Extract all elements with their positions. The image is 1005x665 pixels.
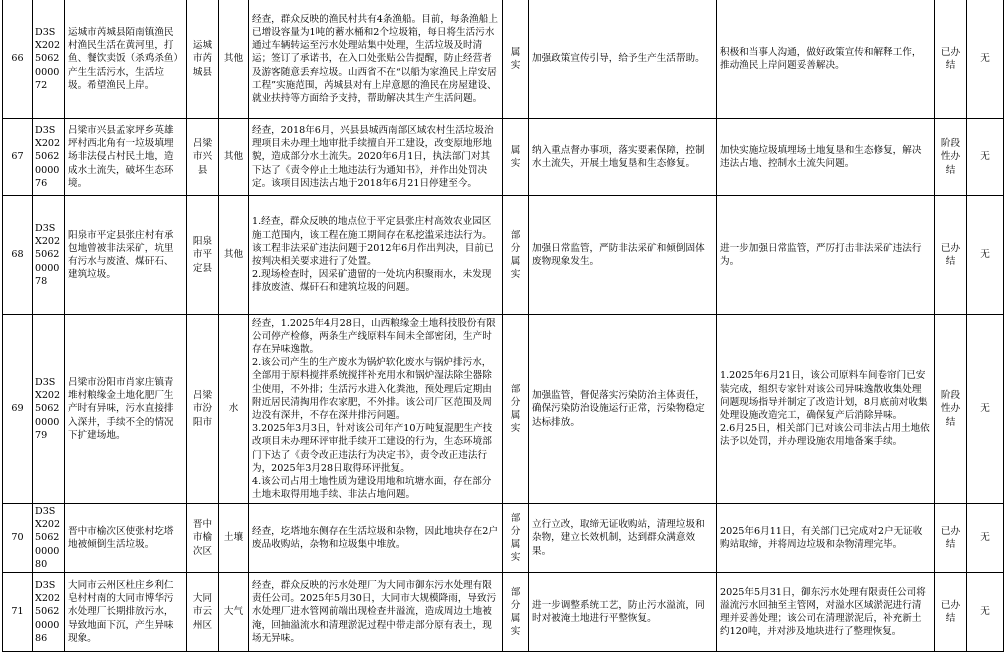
row-number: 66 [3,0,33,119]
rectification-progress: 2025年6月11日，有关部门已完成对2户无证收购站取缔，并将周边垃圾和杂物清理完毕。 [717,504,935,573]
rectification-progress: 加快实施垃圾填埋场土地复垦和生态修复，解决违法占地、控制水土流失问题。 [717,119,935,196]
complaint-content: 吕梁市汾阳市肖家庄镇青堆村粮缘金土地化肥厂生产时有异味，污水直接排入深井，手续不全的情况下扩建场地。 [65,315,187,504]
verification-result: 部分属实 [503,196,529,315]
investigation-finding: 经查，2018年6月，兴县县城西南部区域农村生活垃圾治理项目未办理土地审批手续擅自开工建设，改变原地形地貌，造成部分水土流失。2020年6月1日，执法部门对其下达了《责令停止土地违法行为通知书》，并作出处罚决定。该项目因违法占地于2018年6月21日停建至今。 [249,119,503,196]
complaint-content: 晋中市榆次区使张村圪塔地被倾倒生活垃圾。 [65,504,187,573]
verification-result: 部分属实 [503,573,529,652]
table-row [3,315,1004,504]
investigation-finding: 经查，1.2025年4月28日，山西粮缘金土地科技股份有限公司停产检修，两条生产线原料车间未全部密闭，生产时存在异味逸散。 2.该公司产生的生产废水为锅炉软化废水与锅炉排污水，全部用于原料搅拌系统搅拌补充用水和锅炉湿法除尘器除尘使用，不外排；生活污水进入化粪池，预处理后定期由附近居民清掏用作农家肥，不外排。该公司厂区范围及周边没有深井，不存在深井排污问题。 3.2025年3月3日，针对该公司年产10万吨复混肥生产技改项目未办理环评审批手续开工建设的行为，生态环境部门下达了《责令改正违法行为决定书》，责令改正违法行为，2025年3月28日取得环评批复。 4.该公司占用土地性质为建设用地和坑塘水面，存在部分土地未取得用地手续、非法占地问题。 [249,315,503,504]
row-number: 67 [3,119,33,196]
completion-status: 已办结 [935,196,967,315]
complaint-content: 大同市云州区杜庄乡利仁皂村村南的大同市博华污水处理厂长期排放污水，导致地面下沉，产生异味现象。 [65,573,187,652]
table-row [3,196,1004,315]
handling-measures: 加强日常监管，严防非法采矿和倾倒固体废物现象发生。 [529,196,717,315]
admin-area: 吕梁市汾阳市 [187,315,219,504]
handling-measures: 加强监管，督促落实污染防治主体责任，确保污染防治设施运行正常，污染物稳定达标排放。 [529,315,717,504]
pollution-type: 水 [219,315,249,504]
accountability: 无 [967,0,1004,119]
completion-status: 已办结 [935,504,967,573]
table-row [3,119,1004,196]
accountability: 无 [967,196,1004,315]
handling-measures: 进一步调整系统工艺，防止污水溢流，同时对被淹土地进行平整恢复。 [529,573,717,652]
verification-result: 属实 [503,0,529,119]
row-number: 70 [3,504,33,573]
table-row [3,0,1004,119]
table-row [3,504,1004,573]
rectification-progress: 进一步加强日常监管，严厉打击非法采矿违法行为。 [717,196,935,315]
completion-status: 已办结 [935,573,967,652]
pollution-type: 其他 [219,0,249,119]
complaint-content: 运城市芮城县陌南镇渔民村渔民生活在黄河里，打鱼、餐饮卖饭（杀鸡杀鱼）产生生活污水，生活垃圾。希望渔民上岸。 [65,0,187,119]
handling-measures: 纳入重点督办事项，落实要素保障，控制水土流失，开展土地复垦和生态修复。 [529,119,717,196]
admin-area: 吕梁市兴县 [187,119,219,196]
completion-status: 已办结 [935,0,967,119]
handling-measures: 立行立改，取缔无证收购站，清理垃圾和杂物，建立长效机制，达到群众满意效果。 [529,504,717,573]
case-code: D3SX2025062000080 [33,504,65,573]
investigation-finding: 经查，群众反映的污水处理厂为大同市御东污水处理有限责任公司。2025年5月30日，大同市大规模降雨，导致污水处理厂进水管网前端出现检查井溢流，造成周边土地被淹，回抽溢流水和清理淤泥过程中带走部分原有表土，现场无异味。 [249,573,503,652]
admin-area: 运城市芮城县 [187,0,219,119]
case-code: D3SX2025062000086 [33,573,65,652]
row-number: 69 [3,315,33,504]
row-number: 71 [3,573,33,652]
case-code: D3SX2025062000072 [33,0,65,119]
complaint-content: 吕梁市兴县孟家坪乡英雄坪村西北角有一垃圾填埋场非法侵占村民土地，造成水土流失，破坏生态环境。 [65,119,187,196]
verification-result: 属实 [503,119,529,196]
case-code: D3SX2025062000078 [33,196,65,315]
pollution-type: 其他 [219,196,249,315]
pollution-type: 其他 [219,119,249,196]
investigation-finding: 1.经查，群众反映的地点位于平定县张庄村高效农业园区施工范围内，该工程在施工期间存在私挖滥采违法行为。该工程非法采矿违法问题于2012年6月作出判决，目前已按判决相关要求进行了处置。 2.现场检查时，因采矿遗留的一处坑内积聚雨水，未发现排放废渣、煤矸石和建筑垃圾的问题。 [249,196,503,315]
admin-area: 阳泉市平定县 [187,196,219,315]
complaint-content: 阳泉市平定县张庄村有承包地曾被非法采矿，坑里有污水与废渣、煤矸石、建筑垃圾。 [65,196,187,315]
accountability: 无 [967,315,1004,504]
admin-area: 晋中市榆次区 [187,504,219,573]
pollution-type: 土壤 [219,504,249,573]
row-number: 68 [3,196,33,315]
verification-result: 部分属实 [503,315,529,504]
investigation-finding: 经查，圪塔地东侧存在生活垃圾和杂物，因此地块存在2户废品收购站，杂物和垃圾集中堆放。 [249,504,503,573]
rectification-progress: 积极和当事人沟通，做好政策宣传和解释工作，推动渔民上岸问题妥善解决。 [717,0,935,119]
complaint-table [2,0,1004,652]
completion-status: 阶段性办结 [935,119,967,196]
rectification-progress: 2025年5月31日，御东污水处理有限责任公司将溢流污水回抽至主管网，对溢水区域淤泥进行清理并妥善处理；该公司在清理淤泥后，补充新土约120吨，并对涉及地块进行了整理恢复。 [717,573,935,652]
rectification-progress: 1.2025年6月21日，该公司原料车间卷帘门已安装完成，组织专家针对该公司异味逸散收集处理问题现场指导并制定了改造计划，8月底前对收集处理设施改造完工，确保复产后消除异味。 2.6月25日，相关部门已对该公司非法占用土地依法予以处罚，并办理设施农用地备案手续。 [717,315,935,504]
handling-measures: 加强政策宣传引导，给予生产生活帮助。 [529,0,717,119]
verification-result: 部分属实 [503,504,529,573]
accountability: 无 [967,119,1004,196]
pollution-type: 大气 [219,573,249,652]
investigation-finding: 经查，群众反映的渔民村共有4条渔船。目前，每条渔船上已增设容量为1吨的蓄水桶和2个垃圾箱，每日将生活污水通过车辆转运至污水处理站集中处理，生活垃圾及时清运；签订了承诺书，在入口处张贴公告提醒，防止经营者及游客随意丢弃垃圾。山西省不在“以船为家渔民上岸安居工程”实施范围，芮城县对有上岸意愿的渔民在房屋建设、就业扶持等方面给予支持，帮助解决其生产生活问题。 [249,0,503,119]
admin-area: 大同市云州区 [187,573,219,652]
completion-status: 阶段性办结 [935,315,967,504]
accountability: 无 [967,573,1004,652]
case-code: D3SX2025062000079 [33,315,65,504]
accountability: 无 [967,504,1004,573]
table-row [3,573,1004,652]
case-code: D3SX2025062000076 [33,119,65,196]
